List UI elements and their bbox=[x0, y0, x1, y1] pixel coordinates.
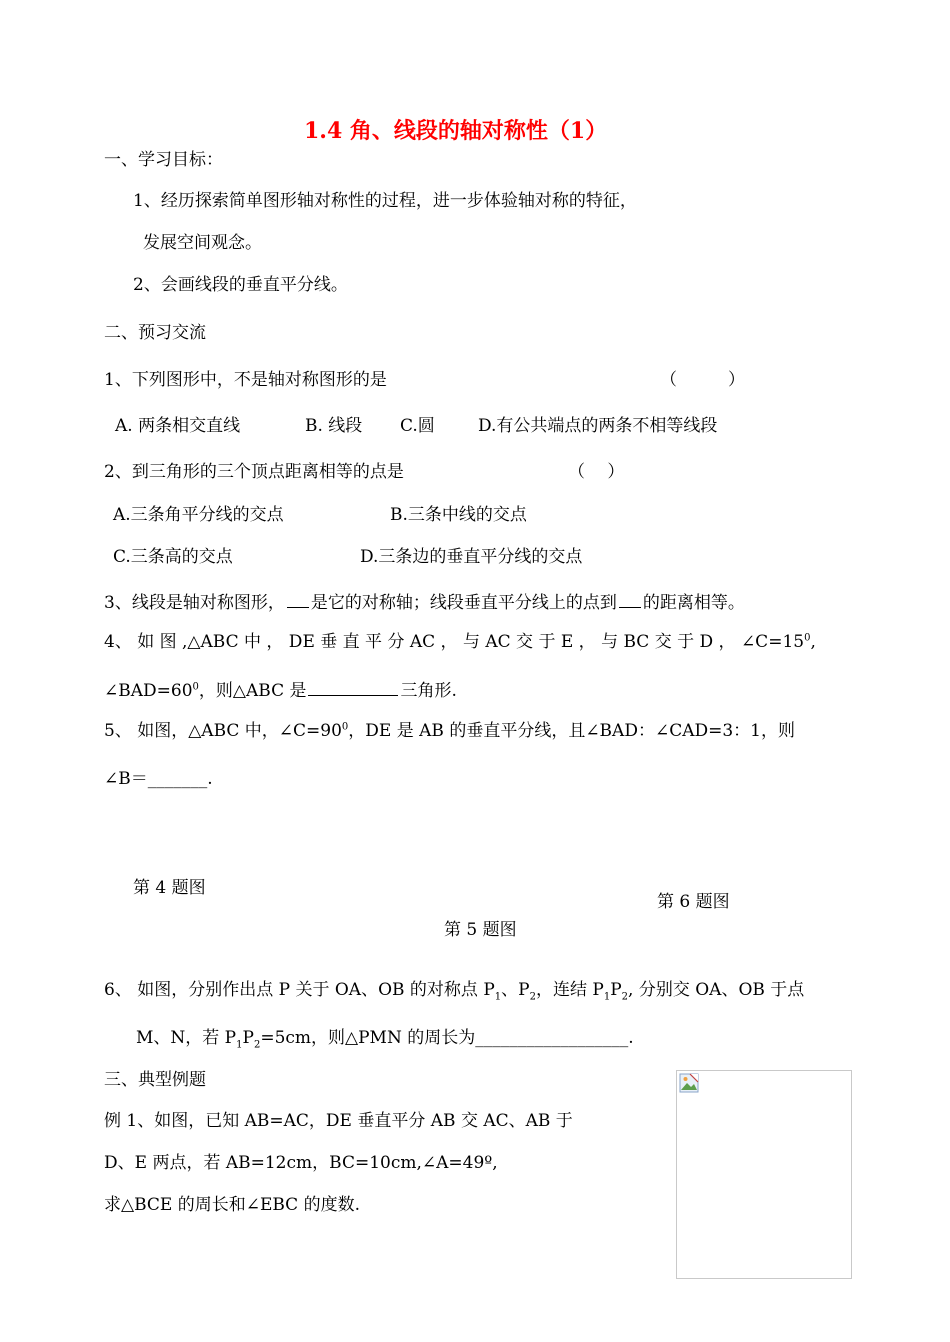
figure-6-caption: 第 6 题图 bbox=[657, 892, 730, 912]
question-5-line-2: ∠B＝_______. bbox=[104, 769, 213, 789]
question-6-line-2-text-3: =5cm，则△PMN 的周长为__________________. bbox=[260, 1028, 634, 1048]
question-4-superscript-1: 0 bbox=[804, 632, 811, 644]
question-2: 2、到三角形的三个顶点距离相等的点是 bbox=[104, 462, 404, 482]
section-heading-examples: 三、典型例题 bbox=[104, 1070, 206, 1090]
question-6-subscript-1: 1 bbox=[494, 991, 502, 1003]
question-2-option-d: D.三条边的垂直平分线的交点 bbox=[360, 547, 583, 567]
question-1-option-d: D.有公共端点的两条不相等线段 bbox=[478, 416, 718, 436]
question-6-line-2-text-2: P bbox=[242, 1028, 254, 1048]
example-1-line-2: D、E 两点，若 AB=12cm，BC=10cm,∠A=49º, bbox=[104, 1153, 498, 1173]
broken-image-frame bbox=[676, 1070, 852, 1279]
question-4-line-2-text-3: 三角形. bbox=[400, 681, 457, 701]
example-1-line-3: 求△BCE 的周长和∠EBC 的度数. bbox=[104, 1195, 360, 1215]
section-heading-preview: 二、预习交流 bbox=[104, 323, 206, 343]
question-3-text-1: 3、线段是轴对称图形， bbox=[104, 593, 285, 613]
question-5-line-1 bbox=[104, 723, 795, 740]
question-1-option-c: C.圆 bbox=[400, 416, 435, 436]
question-3-text-3: 的距离相等。 bbox=[642, 593, 745, 613]
question-5-text-1: 5、 如图，△ABC 中，∠C=90 bbox=[104, 721, 342, 741]
broken-image-icon bbox=[679, 1073, 699, 1093]
question-3 bbox=[104, 592, 745, 612]
section-heading-goals: 一、学习目标： bbox=[104, 150, 223, 170]
question-6-line-1 bbox=[104, 980, 805, 1003]
goal-2: 2、会画线段的垂直平分线。 bbox=[133, 275, 348, 295]
figure-5-caption: 第 5 题图 bbox=[444, 920, 517, 940]
question-4-line-2 bbox=[104, 680, 457, 700]
question-5-superscript: 0 bbox=[341, 721, 349, 733]
question-6-text-2: 、P bbox=[501, 980, 530, 1000]
question-3-blank-2 bbox=[619, 592, 641, 608]
question-6-text-1: 6、 如图，分别作出点 P 关于 OA、OB 的对称点 P bbox=[104, 980, 495, 1000]
question-3-blank-1 bbox=[287, 592, 309, 608]
question-4-blank bbox=[308, 680, 398, 696]
question-2-option-a: A.三条角平分线的交点 bbox=[113, 505, 284, 525]
question-6-text-4: P bbox=[610, 980, 622, 1000]
question-1: 1、下列图形中，不是轴对称图形的是 bbox=[104, 370, 387, 390]
question-6-subscript-2: 2 bbox=[529, 991, 536, 1003]
question-4-line-2-text-2: ，则△ABC 是 bbox=[198, 681, 307, 701]
question-6-line-2-subscript-2: 2 bbox=[253, 1039, 261, 1051]
goal-1-line-2: 发展空间观念。 bbox=[143, 233, 262, 253]
question-2-answer-paren: （ ） bbox=[568, 462, 625, 482]
question-6-text-3: ，连结 P bbox=[535, 980, 604, 1000]
question-4-line-2-text-1: ∠BAD=60 bbox=[104, 681, 193, 701]
example-1-line-1: 例 1、如图，已知 AB=AC，DE 垂直平分 AB 交 AC、AB 于 bbox=[104, 1111, 573, 1131]
question-1-option-b: B. 线段 bbox=[305, 416, 363, 436]
question-1-option-a: A. 两条相交直线 bbox=[115, 416, 241, 436]
question-4-text-1: 4、 如 图 ,△ABC 中 ， DE 垂 直 平 分 AC ， 与 AC 交 于 E ， 与 BC 交 于 D ， ∠C=15 bbox=[104, 632, 805, 652]
question-1-answer-paren: （ ） bbox=[660, 370, 745, 390]
question-6-subscript-4: 2 bbox=[621, 991, 629, 1003]
question-2-option-c: C.三条高的交点 bbox=[113, 547, 233, 567]
goal-1-line-1: 1、经历探索简单图形轴对称性的过程，进一步体验轴对称的特征， bbox=[133, 191, 637, 211]
figure-4-caption: 第 4 题图 bbox=[133, 878, 206, 898]
question-6-subscript-3: 1 bbox=[603, 991, 611, 1003]
question-6-line-2 bbox=[136, 1028, 634, 1051]
question-3-text-2: 是它的对称轴；线段垂直平分线上的点到 bbox=[310, 593, 617, 613]
question-6-line-2-subscript-1: 1 bbox=[236, 1039, 243, 1051]
question-4-text-2: , bbox=[810, 632, 816, 652]
question-4-superscript-2: 0 bbox=[192, 681, 199, 693]
question-6-text-5: , 分别交 OA、OB 于点 bbox=[628, 980, 805, 1000]
question-2-option-b: B.三条中线的交点 bbox=[390, 505, 527, 525]
question-4-line-1 bbox=[104, 634, 816, 651]
question-6-line-2-text-1: M、N，若 P bbox=[136, 1028, 237, 1048]
page-title: 1.4 角、线段的轴对称性（1） bbox=[304, 118, 608, 144]
question-5-text-2: ，DE 是 AB 的垂直平分线，且∠BAD：∠CAD=3：1，则 bbox=[348, 721, 795, 741]
